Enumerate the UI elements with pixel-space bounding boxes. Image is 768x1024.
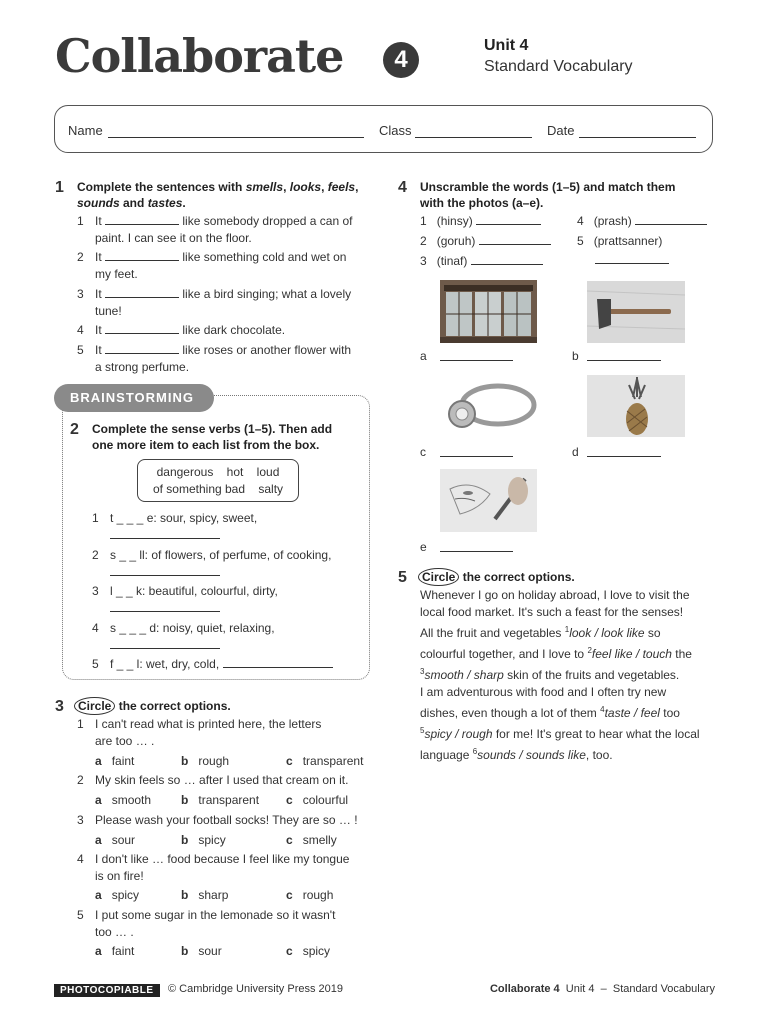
option-5[interactable]: spicy / rough	[424, 727, 493, 741]
list-item: 4 s _ _ _ d: noisy, quiet, relaxing,	[92, 620, 367, 656]
section-1-instruction: Complete the sentences with smells, looks, feels, sounds and tastes.	[77, 180, 359, 210]
date-label: Date	[547, 123, 575, 138]
axe-photo	[587, 281, 685, 343]
answer-blank[interactable]	[105, 287, 179, 298]
unit-title: Unit 4	[484, 37, 529, 54]
photo-label-d: d	[572, 445, 579, 459]
answer-blank[interactable]	[476, 214, 541, 225]
photo-label-c: c	[420, 445, 426, 459]
list-item: 1 It like somebody dropped a can of paint. I can see it on the floor.	[77, 214, 353, 245]
logo-number: 4	[383, 42, 419, 78]
list-item: 5 f _ _ l: wet, dry, cold,	[92, 656, 367, 676]
list-item: 3 Please wash your football socks! They are so … ! a sour b spicy c smelly	[77, 813, 358, 847]
section-5-text: Whenever I go on holiday abroad, I love to visit the local food market. It's such a feast for the senses! All the fruit and vegetables $^1$look / look like so colourful together, and I love to $^2$feel like / touch the $^3$smooth / sharp skin of the fruits and vegetables. I am adventurous with food and I often try new dishes, even though a lot of them $^4$taste / feel too $^5$spicy / rough for me! It's great to hear what the local language $^6$sounds / sounds like, too.	[420, 588, 700, 762]
section-1-number: 1	[55, 179, 64, 196]
section-4-number: 4	[398, 179, 407, 196]
photo-label-e: e	[420, 540, 427, 554]
option-4[interactable]: taste / feel	[604, 706, 660, 720]
word-5: 5 (prattsanner)	[577, 234, 663, 248]
option-1[interactable]: look / look like	[569, 626, 645, 640]
word-1: 1 (hinsy)	[420, 213, 541, 230]
section-5-instruction: Circle the correct options.	[418, 568, 575, 586]
option-6[interactable]: sounds / sounds like	[477, 748, 586, 762]
answer-blank[interactable]	[440, 543, 513, 552]
answer-blank[interactable]	[440, 352, 513, 361]
answer-blank[interactable]	[110, 638, 220, 649]
ring-photo	[440, 375, 537, 437]
list-item: 5 I put some sugar in the lemonade so it wasn't too … . a faint b sour c spicy	[77, 908, 336, 958]
word-4: 4 (prash)	[577, 213, 707, 230]
answer-blank[interactable]	[587, 352, 661, 361]
answer-blank[interactable]	[105, 323, 179, 334]
list-item: 1 t _ _ _ e: sour, spicy, sweet,	[92, 510, 367, 547]
list-item: 2 My skin feels so … after I used that cream on it. a smooth b transparent c colourful	[77, 773, 349, 807]
pineapple-photo	[587, 375, 685, 437]
answer-blank[interactable]	[110, 565, 220, 576]
answer-blank[interactable]	[587, 448, 661, 457]
section-3-items	[77, 716, 377, 963]
list-item: 4 It like dark chocolate.	[77, 323, 286, 337]
name-label: Name	[68, 123, 103, 138]
footer-title: Collaborate 4 Unit 4 – Standard Vocabulary	[489, 983, 715, 995]
answer-blank[interactable]	[471, 254, 543, 265]
answer-blank[interactable]	[479, 234, 551, 245]
section-3-instruction: Circle the correct options.	[74, 697, 231, 715]
class-label: Class	[379, 123, 412, 138]
photo-label-a: a	[420, 349, 427, 363]
word-3: 3 (tinaf)	[420, 253, 543, 270]
photo-label-b: b	[572, 349, 579, 363]
answer-blank[interactable]	[635, 214, 707, 225]
list-item: 2 s _ _ ll: of flowers, of perfume, of cooking,	[92, 547, 367, 583]
option-3[interactable]: smooth / sharp	[424, 668, 504, 682]
answer-blank[interactable]	[440, 448, 513, 457]
copyright: © Cambridge University Press 2019	[168, 983, 344, 995]
list-item: 1 I can't read what is printed here, the letters are too … . a faint b rough c transparent	[77, 717, 364, 768]
answer-blank[interactable]	[105, 250, 179, 261]
name-field[interactable]	[108, 124, 364, 138]
list-item: 2 It like something cold and wet on my feet.	[77, 250, 347, 281]
unit-subtitle: Standard Vocabulary	[484, 58, 633, 75]
brainstorming-tab: BRAINSTORMING	[54, 384, 214, 412]
photocopiable-badge: PHOTOCOPIABLE	[54, 984, 160, 997]
answer-blank[interactable]	[105, 214, 179, 225]
answer-blank[interactable]	[595, 255, 669, 264]
section-2-items	[92, 510, 367, 676]
answer-blank[interactable]	[110, 528, 220, 539]
list-item: 3 l _ _ k: beautiful, colourful, dirty,	[92, 583, 367, 620]
window-photo	[440, 280, 537, 343]
list-item: 5 It like roses or another flower with a strong perfume.	[77, 343, 352, 374]
word-box: dangerous hot loud of something bad salty	[137, 459, 299, 502]
date-field[interactable]	[579, 124, 696, 138]
word-2: 2 (goruh)	[420, 233, 551, 250]
section-3-number: 3	[55, 698, 64, 715]
list-item: 3 It like a bird singing; what a lovely tune!	[77, 287, 352, 318]
section-5-number: 5	[398, 569, 407, 586]
option-2[interactable]: feel like / touch	[591, 647, 672, 661]
section-4-instruction: Unscramble the words (1–5) and match them with the photos (a–e).	[420, 180, 676, 210]
answer-blank[interactable]	[105, 343, 179, 354]
section-2-number: 2	[70, 421, 79, 438]
list-item: 4 I don't like … food because I feel like my tongue is on fire! a spicy b sharp c rough	[77, 852, 350, 902]
section-1-items	[77, 213, 377, 378]
answer-blank[interactable]	[223, 657, 333, 668]
logo: Collaborate	[55, 29, 344, 83]
class-field[interactable]	[415, 124, 532, 138]
sketch-photo	[440, 469, 537, 532]
answer-blank[interactable]	[110, 601, 220, 612]
section-2-instruction: Complete the sense verbs (1–5). Then add one more item to each list from the box.	[92, 422, 333, 452]
